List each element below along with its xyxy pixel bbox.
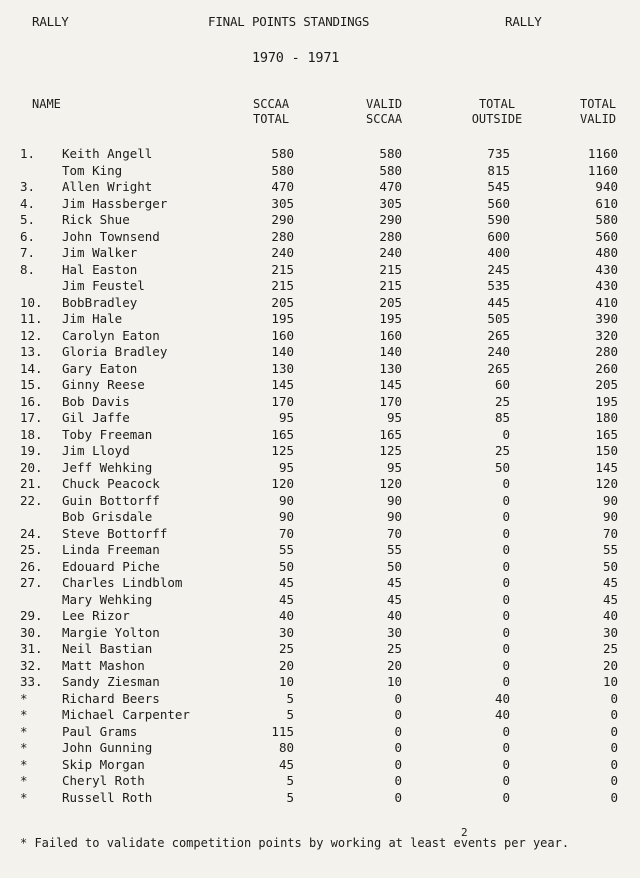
valid-sccaa-cell: 205 [379, 294, 402, 310]
total-valid-cell: 10 [602, 674, 618, 689]
col-header-valid-sccaa-line1: VALID [366, 97, 403, 111]
rank-cell: 20. [20, 459, 43, 475]
total-outside-cell: 50 [494, 459, 510, 475]
valid-sccaa-cell: 130 [379, 360, 402, 376]
sccaa-total-cell: 55 [278, 542, 294, 557]
table-row [0, 658, 640, 675]
valid-sccaa-cell: 40 [386, 608, 402, 623]
total-outside-cell: 560 [487, 195, 510, 211]
table-row [0, 394, 640, 411]
sccaa-total-cell: 25 [278, 641, 294, 656]
table-row [0, 344, 640, 361]
sccaa-total-cell: 95 [278, 459, 294, 475]
sccaa-total-cell: 20 [278, 657, 294, 673]
sccaa-total-cell: 120 [271, 476, 294, 491]
name-cell: Steve Bottorff [62, 525, 168, 541]
table-row [0, 146, 640, 163]
total-outside-cell: 25 [494, 393, 510, 409]
valid-sccaa-cell: 10 [386, 674, 402, 689]
rank-cell: 24. [20, 525, 43, 541]
total-outside-cell: 505 [487, 311, 510, 326]
col-header-sccaa-total-line2: TOTAL [253, 112, 290, 126]
name-cell: Guin Bottorff [62, 492, 160, 508]
total-valid-cell: 580 [595, 212, 618, 227]
name-cell: Rick Shue [62, 212, 130, 227]
col-header-valid-sccaa-line2: SCCAA [366, 112, 403, 126]
total-valid-cell: 145 [595, 459, 618, 475]
rank-cell: * [20, 690, 28, 706]
sccaa-total-cell: 80 [278, 740, 294, 755]
total-outside-cell: 0 [502, 657, 510, 673]
rank-cell: 1. [20, 146, 36, 161]
table-row [0, 443, 640, 460]
table-row [0, 575, 640, 592]
valid-sccaa-cell: 30 [386, 624, 402, 640]
total-outside-cell: 590 [487, 212, 510, 227]
table-row [0, 757, 640, 774]
col-header-total-valid-line1: TOTAL [580, 97, 617, 111]
col-header-total-valid [580, 97, 616, 127]
total-outside-cell: 0 [502, 575, 510, 590]
rank-cell: 22. [20, 492, 43, 508]
valid-sccaa-cell: 95 [386, 410, 402, 425]
sccaa-total-cell: 90 [278, 509, 294, 524]
name-cell: Sandy Ziesman [62, 674, 160, 689]
table-row [0, 707, 640, 724]
valid-sccaa-cell: 170 [379, 393, 402, 409]
sccaa-total-cell: 50 [278, 558, 294, 574]
valid-sccaa-cell: 45 [386, 591, 402, 607]
valid-sccaa-cell: 215 [379, 278, 402, 293]
total-valid-cell: 0 [610, 756, 618, 772]
table-row [0, 592, 640, 609]
name-cell: Michael Carpenter [62, 707, 190, 722]
table-row [0, 608, 640, 625]
total-outside-cell: 0 [502, 624, 510, 640]
total-valid-cell: 610 [595, 195, 618, 211]
sccaa-total-cell: 40 [278, 608, 294, 623]
name-cell: Carolyn Eaton [62, 327, 160, 343]
rank-cell: 10. [20, 294, 43, 310]
name-cell: Bob Grisdale [62, 509, 153, 524]
total-valid-cell: 120 [595, 476, 618, 491]
table-row [0, 476, 640, 493]
sccaa-total-cell: 195 [271, 311, 294, 326]
sccaa-total-cell: 215 [271, 261, 294, 277]
name-cell: Chuck Peacock [62, 476, 160, 491]
total-outside-cell: 245 [487, 261, 510, 277]
total-valid-cell: 0 [610, 690, 618, 706]
total-valid-cell: 25 [602, 641, 618, 656]
rank-cell: 33. [20, 674, 43, 689]
total-outside-cell: 735 [487, 146, 510, 161]
rank-cell: 14. [20, 360, 43, 376]
sccaa-total-cell: 5 [286, 789, 294, 805]
total-valid-cell: 1160 [587, 162, 618, 178]
standings-table [0, 146, 640, 806]
rank-cell: * [20, 789, 28, 805]
table-row [0, 196, 640, 213]
name-cell: Ginny Reese [62, 377, 145, 392]
total-valid-cell: 940 [595, 179, 618, 194]
total-valid-cell: 205 [595, 377, 618, 392]
valid-sccaa-cell: 0 [394, 690, 402, 706]
name-cell: Bob Davis [62, 393, 130, 409]
table-row [0, 773, 640, 790]
total-outside-cell: 0 [502, 740, 510, 755]
total-valid-cell: 280 [595, 344, 618, 359]
col-header-total-outside-line2: OUTSIDE [471, 112, 523, 126]
total-valid-cell: 70 [602, 525, 618, 541]
valid-sccaa-cell: 70 [386, 525, 402, 541]
table-row [0, 278, 640, 295]
col-header-total-outside [466, 97, 528, 127]
sccaa-total-cell: 305 [271, 195, 294, 211]
total-outside-cell: 545 [487, 179, 510, 194]
table-row [0, 509, 640, 526]
total-outside-cell: 85 [494, 410, 510, 425]
sccaa-total-cell: 240 [271, 245, 294, 260]
rank-cell: * [20, 723, 28, 739]
total-valid-cell: 90 [602, 509, 618, 524]
table-row [0, 641, 640, 658]
name-cell: Gil Jaffe [62, 410, 130, 425]
sccaa-total-cell: 70 [278, 525, 294, 541]
name-cell: Hal Easton [62, 261, 138, 277]
sccaa-total-cell: 90 [278, 492, 294, 508]
total-outside-cell: 0 [502, 723, 510, 739]
total-outside-cell: 0 [502, 525, 510, 541]
total-outside-cell: 0 [502, 756, 510, 772]
rank-cell: 8. [20, 261, 36, 277]
total-outside-cell: 400 [487, 245, 510, 260]
name-cell: Margie Yolton [62, 624, 160, 640]
table-row [0, 625, 640, 642]
sccaa-total-cell: 5 [286, 707, 294, 722]
name-cell: BobBradley [62, 294, 138, 310]
rank-cell: * [20, 773, 28, 788]
valid-sccaa-cell: 20 [386, 657, 402, 673]
table-row [0, 559, 640, 576]
name-cell: Cheryl Roth [62, 773, 145, 788]
col-header-total-valid-line2: VALID [580, 112, 617, 126]
total-valid-cell: 40 [602, 608, 618, 623]
total-outside-cell: 40 [494, 707, 510, 722]
total-outside-cell: 0 [502, 426, 510, 442]
name-cell: Jim Feustel [62, 278, 145, 293]
table-row [0, 410, 640, 427]
valid-sccaa-cell: 0 [394, 740, 402, 755]
total-valid-cell: 560 [595, 228, 618, 244]
table-row [0, 691, 640, 708]
sccaa-total-cell: 580 [271, 162, 294, 178]
valid-sccaa-cell: 25 [386, 641, 402, 656]
total-valid-cell: 20 [602, 657, 618, 673]
table-row [0, 179, 640, 196]
rank-cell: 26. [20, 558, 43, 574]
total-valid-cell: 0 [610, 707, 618, 722]
valid-sccaa-cell: 145 [379, 377, 402, 392]
rank-cell: 30. [20, 624, 43, 640]
total-outside-cell: 0 [502, 773, 510, 788]
total-outside-cell: 535 [487, 278, 510, 293]
name-cell: Edouard Piche [62, 558, 160, 574]
total-valid-cell: 90 [602, 492, 618, 508]
valid-sccaa-cell: 0 [394, 773, 402, 788]
rank-cell: 5. [20, 212, 36, 227]
sccaa-total-cell: 205 [271, 294, 294, 310]
rank-cell: 3. [20, 179, 36, 194]
valid-sccaa-cell: 160 [379, 327, 402, 343]
name-cell: Paul Grams [62, 723, 138, 739]
total-valid-cell: 320 [595, 327, 618, 343]
valid-sccaa-cell: 0 [394, 789, 402, 805]
table-row [0, 245, 640, 262]
valid-sccaa-cell: 90 [386, 509, 402, 524]
total-outside-cell: 600 [487, 228, 510, 244]
total-outside-cell: 265 [487, 327, 510, 343]
footnote-text: * Failed to validate competition points by working at least events per year. [20, 836, 570, 850]
name-cell: Russell Roth [62, 789, 153, 805]
table-row [0, 212, 640, 229]
total-valid-cell: 45 [602, 575, 618, 590]
valid-sccaa-cell: 215 [379, 261, 402, 277]
name-cell: Mary Wehking [62, 591, 153, 607]
valid-sccaa-cell: 55 [386, 542, 402, 557]
valid-sccaa-cell: 195 [379, 311, 402, 326]
total-valid-cell: 0 [610, 773, 618, 788]
name-cell: John Townsend [62, 228, 160, 244]
name-cell: Linda Freeman [62, 542, 160, 557]
footnote [20, 836, 569, 850]
total-outside-cell: 25 [494, 443, 510, 458]
name-cell: Tom King [62, 162, 123, 178]
sccaa-total-cell: 140 [271, 344, 294, 359]
sccaa-total-cell: 45 [278, 591, 294, 607]
total-outside-cell: 0 [502, 492, 510, 508]
sccaa-total-cell: 10 [278, 674, 294, 689]
sccaa-total-cell: 125 [271, 443, 294, 458]
name-cell: Keith Angell [62, 146, 153, 161]
name-cell: Jim Lloyd [62, 443, 130, 458]
name-cell: Jim Hassberger [62, 195, 168, 211]
table-row [0, 674, 640, 691]
name-cell: Jeff Wehking [62, 459, 153, 475]
table-row [0, 262, 640, 279]
name-cell: Charles Lindblom [62, 575, 183, 590]
col-header-valid-sccaa [366, 97, 402, 127]
sccaa-total-cell: 470 [271, 179, 294, 194]
sccaa-total-cell: 45 [278, 756, 294, 772]
rank-cell: 17. [20, 410, 43, 425]
season-label: 1970 - 1971 [252, 50, 340, 66]
col-header-total-outside-line1: TOTAL [478, 97, 516, 111]
rank-cell: 11. [20, 311, 43, 326]
valid-sccaa-cell: 125 [379, 443, 402, 458]
rank-cell: 18. [20, 426, 43, 442]
total-valid-cell: 430 [595, 278, 618, 293]
header-right-label: RALLY [505, 14, 542, 29]
sccaa-total-cell: 280 [271, 228, 294, 244]
table-row [0, 361, 640, 378]
total-outside-cell: 445 [487, 294, 510, 310]
total-valid-cell: 0 [610, 789, 618, 805]
table-row [0, 790, 640, 807]
name-cell: Gary Eaton [62, 360, 138, 376]
name-cell: Lee Rizor [62, 608, 130, 623]
valid-sccaa-cell: 0 [394, 723, 402, 739]
name-cell: Richard Beers [62, 690, 160, 706]
name-cell: Gloria Bradley [62, 344, 168, 359]
table-row [0, 526, 640, 543]
sccaa-total-cell: 130 [271, 360, 294, 376]
rank-cell: 31. [20, 641, 43, 656]
total-outside-cell: 0 [502, 674, 510, 689]
valid-sccaa-cell: 120 [379, 476, 402, 491]
total-valid-cell: 195 [595, 393, 618, 409]
table-row [0, 163, 640, 180]
rank-cell: 27. [20, 575, 43, 590]
valid-sccaa-cell: 305 [379, 195, 402, 211]
rank-cell: 7. [20, 245, 36, 260]
sccaa-total-cell: 30 [278, 624, 294, 640]
name-cell: Jim Walker [62, 245, 138, 260]
total-outside-cell: 60 [494, 377, 510, 392]
total-outside-cell: 265 [487, 360, 510, 376]
col-header-sccaa-total [253, 97, 289, 127]
rank-cell: 12. [20, 327, 43, 343]
valid-sccaa-cell: 50 [386, 558, 402, 574]
rank-cell: 15. [20, 377, 43, 392]
total-valid-cell: 150 [595, 443, 618, 458]
name-cell: Skip Morgan [62, 756, 145, 772]
total-valid-cell: 480 [595, 245, 618, 260]
valid-sccaa-cell: 280 [379, 228, 402, 244]
valid-sccaa-cell: 580 [379, 146, 402, 161]
rank-cell: 25. [20, 542, 43, 557]
sccaa-total-cell: 290 [271, 212, 294, 227]
table-row [0, 427, 640, 444]
table-row [0, 229, 640, 246]
table-row [0, 542, 640, 559]
valid-sccaa-cell: 0 [394, 707, 402, 722]
table-row [0, 740, 640, 757]
rank-cell: 13. [20, 344, 43, 359]
name-cell: Jim Hale [62, 311, 123, 326]
total-outside-cell: 0 [502, 591, 510, 607]
col-header-name: NAME [32, 97, 61, 111]
name-cell: Toby Freeman [62, 426, 153, 442]
rank-cell: * [20, 756, 28, 772]
sccaa-total-cell: 5 [286, 690, 294, 706]
rank-cell: 16. [20, 393, 43, 409]
total-valid-cell: 390 [595, 311, 618, 326]
sccaa-total-cell: 45 [278, 575, 294, 590]
table-row [0, 311, 640, 328]
valid-sccaa-cell: 45 [386, 575, 402, 590]
table-row [0, 328, 640, 345]
sccaa-total-cell: 165 [271, 426, 294, 442]
total-valid-cell: 30 [602, 624, 618, 640]
rank-cell: 21. [20, 476, 43, 491]
col-header-sccaa-total-line1: SCCAA [253, 97, 290, 111]
header-left-label: RALLY [32, 14, 69, 29]
name-cell: Neil Bastian [62, 641, 153, 656]
valid-sccaa-cell: 0 [394, 756, 402, 772]
page-title: FINAL POINTS STANDINGS [208, 14, 370, 29]
valid-sccaa-cell: 165 [379, 426, 402, 442]
valid-sccaa-cell: 140 [379, 344, 402, 359]
total-valid-cell: 1160 [587, 146, 618, 161]
total-outside-cell: 0 [502, 789, 510, 805]
table-row [0, 460, 640, 477]
sccaa-total-cell: 580 [271, 146, 294, 161]
total-valid-cell: 45 [602, 591, 618, 607]
rank-cell: 32. [20, 657, 43, 673]
rank-cell: * [20, 707, 28, 722]
total-outside-cell: 240 [487, 344, 510, 359]
rank-cell: 29. [20, 608, 43, 623]
rank-cell: 4. [20, 195, 36, 211]
total-valid-cell: 50 [602, 558, 618, 574]
footnote-superscript: 2 [461, 826, 468, 839]
total-valid-cell: 55 [602, 542, 618, 557]
total-outside-cell: 0 [502, 641, 510, 656]
total-valid-cell: 410 [595, 294, 618, 310]
sccaa-total-cell: 145 [271, 377, 294, 392]
sccaa-total-cell: 5 [286, 773, 294, 788]
rank-cell: 6. [20, 228, 36, 244]
table-row [0, 295, 640, 312]
table-row [0, 493, 640, 510]
sccaa-total-cell: 115 [271, 723, 294, 739]
total-outside-cell: 0 [502, 509, 510, 524]
total-outside-cell: 40 [494, 690, 510, 706]
valid-sccaa-cell: 290 [379, 212, 402, 227]
table-row [0, 377, 640, 394]
sccaa-total-cell: 215 [271, 278, 294, 293]
sccaa-total-cell: 170 [271, 393, 294, 409]
name-cell: Matt Mashon [62, 657, 145, 673]
rank-cell: * [20, 740, 28, 755]
valid-sccaa-cell: 90 [386, 492, 402, 508]
total-valid-cell: 0 [610, 740, 618, 755]
sccaa-total-cell: 95 [278, 410, 294, 425]
total-valid-cell: 0 [610, 723, 618, 739]
total-valid-cell: 180 [595, 410, 618, 425]
total-outside-cell: 0 [502, 476, 510, 491]
valid-sccaa-cell: 95 [386, 459, 402, 475]
valid-sccaa-cell: 580 [379, 162, 402, 178]
total-outside-cell: 815 [487, 162, 510, 178]
valid-sccaa-cell: 470 [379, 179, 402, 194]
total-valid-cell: 165 [595, 426, 618, 442]
valid-sccaa-cell: 240 [379, 245, 402, 260]
total-outside-cell: 0 [502, 608, 510, 623]
sccaa-total-cell: 160 [271, 327, 294, 343]
total-valid-cell: 260 [595, 360, 618, 376]
name-cell: John Gunning [62, 740, 153, 755]
rank-cell: 19. [20, 443, 43, 458]
total-outside-cell: 0 [502, 558, 510, 574]
total-valid-cell: 430 [595, 261, 618, 277]
table-row [0, 724, 640, 741]
name-cell: Allen Wright [62, 179, 153, 194]
total-outside-cell: 0 [502, 542, 510, 557]
